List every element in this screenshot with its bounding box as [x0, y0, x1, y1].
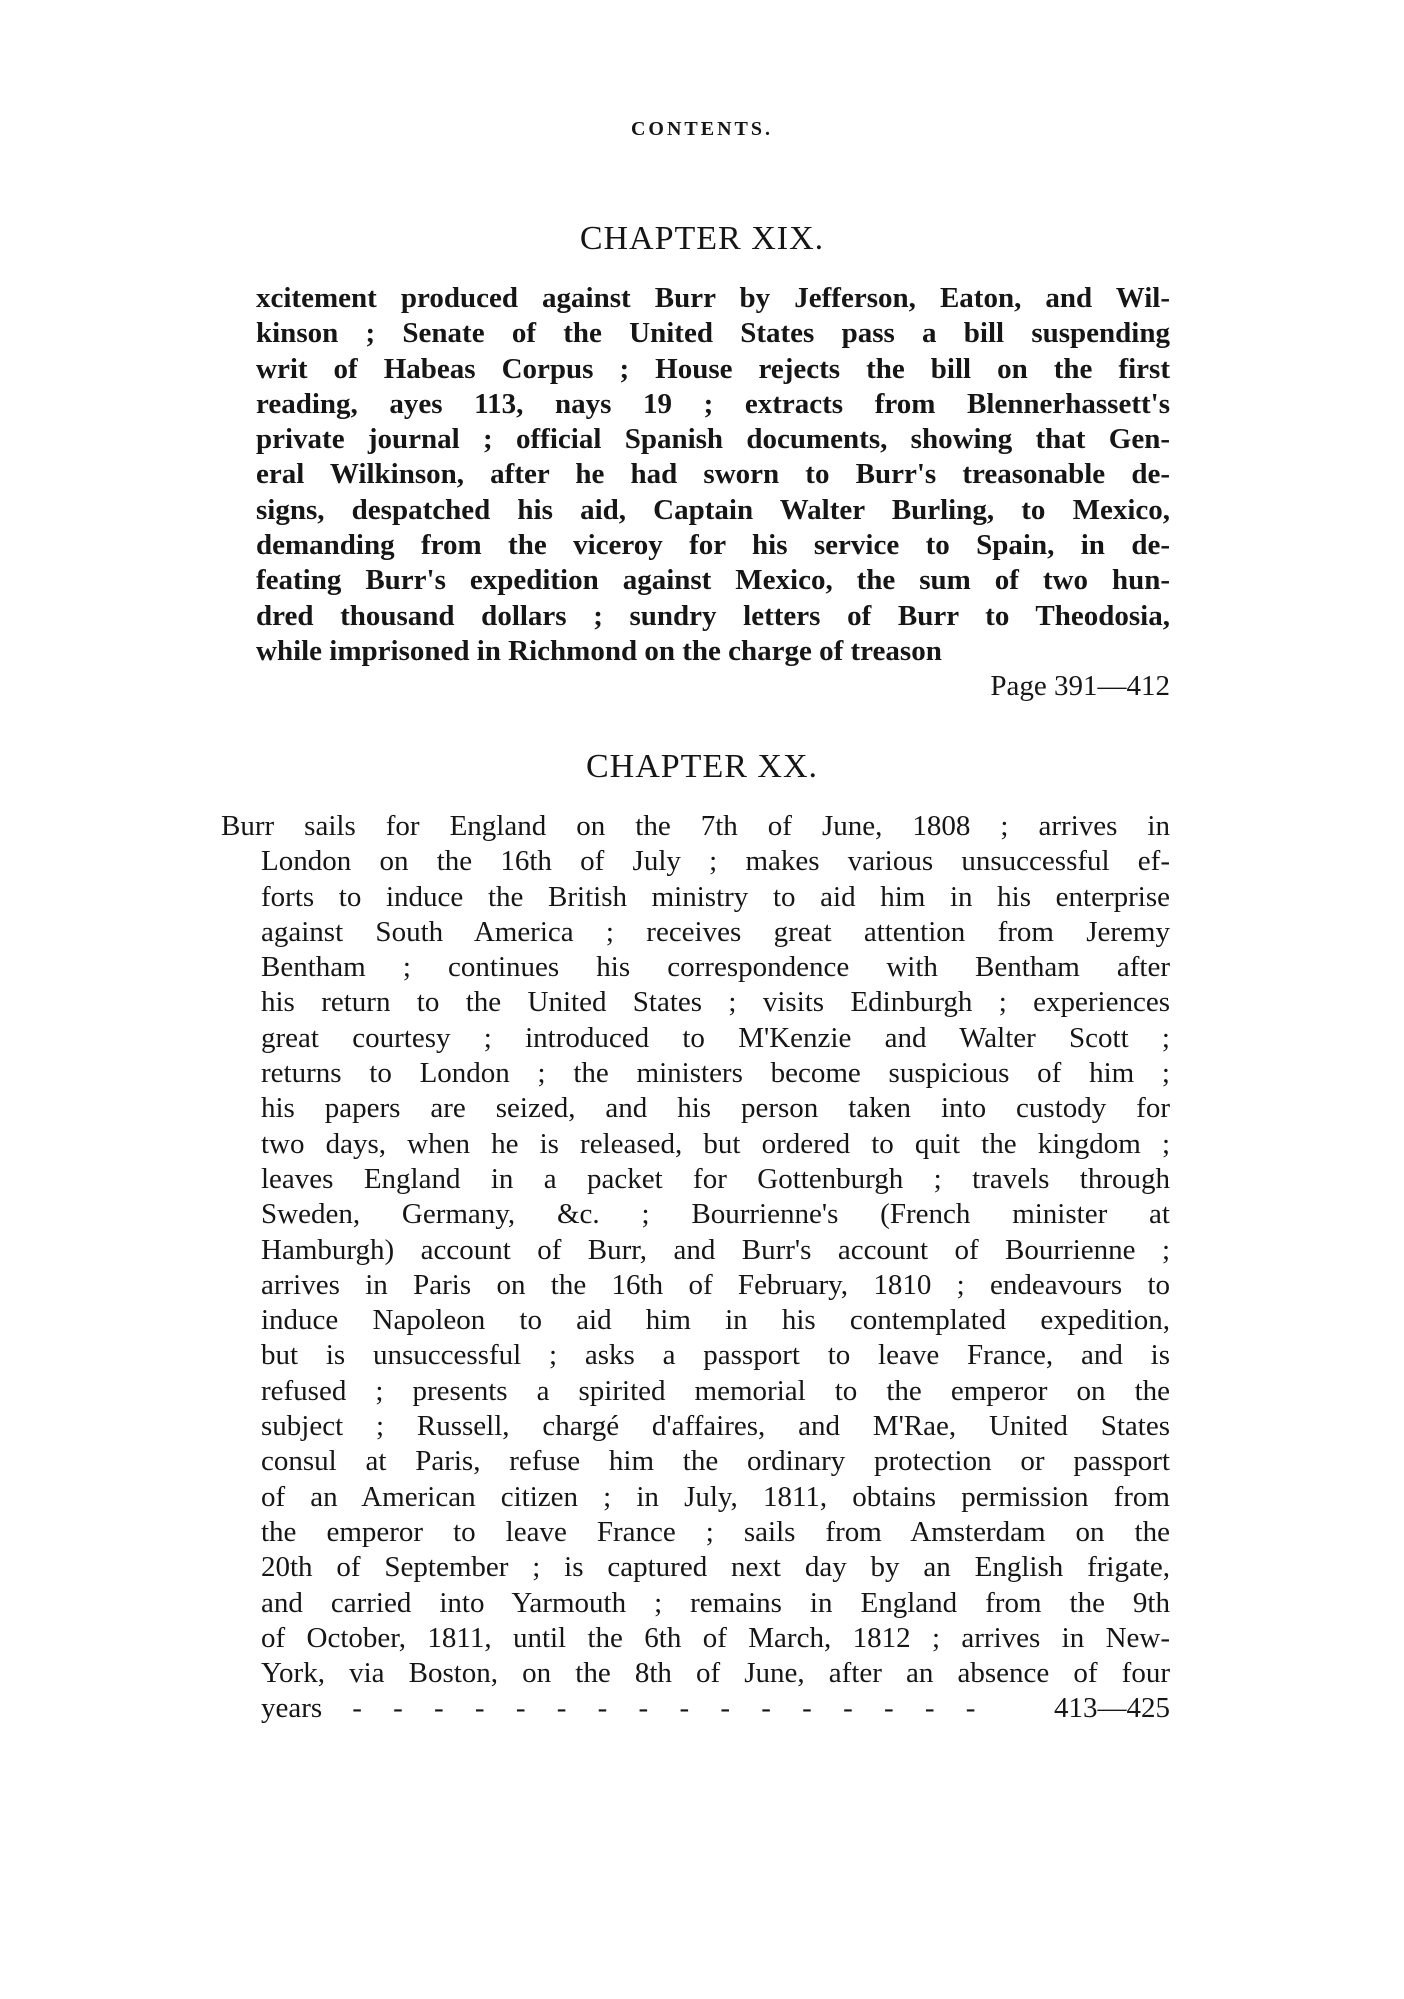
summary-line: Hamburgh) account of Burr, and Burr's account of Bourrienne ;: [261, 1233, 1170, 1266]
summary-line: York, via Boston, on the 8th of June, after an absence of four: [261, 1657, 1170, 1690]
summary-line: of October, 1811, until the 6th of March, 1812 ; arrives in New-: [261, 1621, 1170, 1654]
summary-line: his return to the United States ; visits Edinburgh ; experiences: [261, 986, 1170, 1019]
chapter-summary: [221, 809, 1170, 1727]
summary-line: private journal ; official Spanish documents, showing that Gen-: [256, 423, 1170, 456]
summary-line: induce Napoleon to aid him in his contemplated expedition,: [261, 1304, 1170, 1337]
summary-line: kinson ; Senate of the United States pass a bill suspending: [256, 317, 1170, 350]
chapter-heading: CHAPTER XX.: [585, 748, 819, 785]
summary-line: dred thousand dollars ; sundry letters of Burr to Theodosia,: [256, 599, 1170, 632]
running-header: CONTENTS.: [630, 118, 774, 140]
summary-line: against South America ; receives great attention from Jeremy: [261, 915, 1170, 948]
page-range: Page 391—412: [990, 670, 1170, 703]
summary-line: his papers are seized, and his person taken into custody for: [261, 1092, 1170, 1125]
summary-line: returns to London ; the ministers become suspicious of him ;: [261, 1057, 1170, 1090]
summary-line: consul at Paris, refuse him the ordinary protection or passport: [261, 1445, 1170, 1478]
summary-line: arrives in Paris on the 16th of February, 1810 ; endeavours to: [261, 1268, 1170, 1301]
summary-line: refused ; presents a spirited memorial to the emperor on the: [261, 1374, 1170, 1407]
summary-line: demanding from the viceroy for his service to Spain, in de-: [256, 529, 1170, 562]
summary-line: and carried into Yarmouth ; remains in England from the 9th: [261, 1586, 1170, 1619]
chapter-heading: CHAPTER XIX.: [579, 220, 825, 257]
summary-line-end: years: [261, 1692, 323, 1725]
summary-line: Sweden, Germany, &c. ; Bourrienne's (French minister at: [261, 1198, 1170, 1231]
summary-line: great courtesy ; introduced to M'Kenzie and Walter Scott ;: [261, 1021, 1170, 1054]
summary-line: reading, ayes 113, nays 19 ; extracts from Blennerhassett's: [256, 387, 1170, 420]
summary-line: xcitement produced against Burr by Jefferson, Eaton, and Wil-: [256, 282, 1170, 314]
summary-line: two days, when he is released, but ordered to quit the kingdom ;: [261, 1127, 1170, 1160]
chapter-summary: [256, 281, 1170, 705]
summary-line: subject ; Russell, chargé d'affaires, and M'Rae, United States: [261, 1410, 1170, 1443]
summary-line: but is unsuccessful ; asks a passport to leave France, and is: [261, 1339, 1170, 1372]
summary-line: while imprisoned in Richmond on the charge of treason: [256, 634, 942, 667]
leader-line: [261, 1691, 1170, 1726]
summary-line: of an American citizen ; in July, 1811, obtains permission from: [261, 1480, 1170, 1513]
summary-line: 20th of September ; is captured next day by an English frigate,: [261, 1551, 1170, 1584]
dot-leader: - - - - - - - - - - - - - - - -: [352, 1692, 988, 1725]
summary-line: forts to induce the British ministry to aid him in his enterprise: [261, 880, 1170, 913]
summary-line: eral Wilkinson, after he had sworn to Burr's treasonable de-: [256, 458, 1170, 491]
summary-line: signs, despatched his aid, Captain Walter Burling, to Mexico,: [256, 493, 1170, 526]
summary-line: Burr sails for England on the 7th of June, 1808 ; arrives in: [221, 810, 1170, 842]
page-range: 413—425: [1054, 1692, 1170, 1725]
summary-line: feating Burr's expedition against Mexico, the sum of two hun-: [256, 564, 1170, 597]
summary-line: Bentham ; continues his correspondence with Bentham after: [261, 951, 1170, 984]
summary-line: leaves England in a packet for Gottenburgh ; travels through: [261, 1162, 1170, 1195]
summary-line: London on the 16th of July ; makes various unsuccessful ef-: [261, 845, 1170, 878]
summary-line: the emperor to leave France ; sails from Amsterdam on the: [261, 1515, 1170, 1548]
summary-line: writ of Habeas Corpus ; House rejects the bill on the first: [256, 352, 1170, 385]
